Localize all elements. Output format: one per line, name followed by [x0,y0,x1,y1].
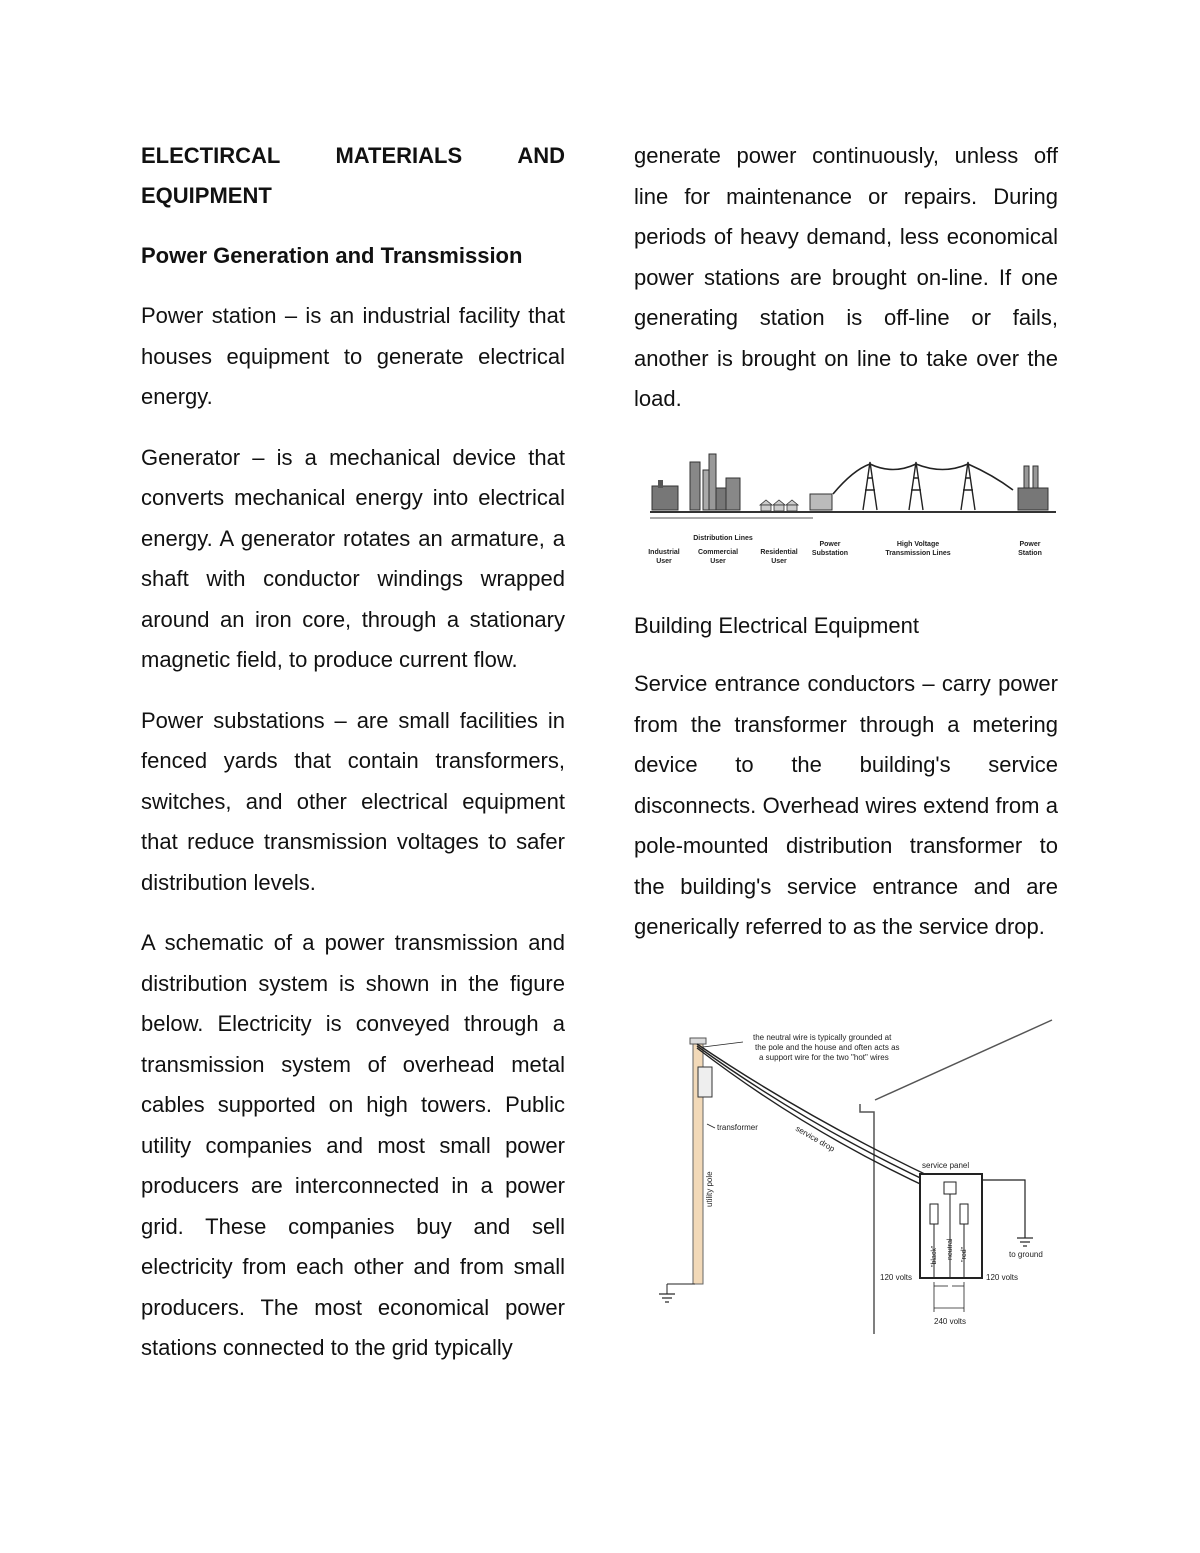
transmission-schematic-figure [648,450,1058,572]
paragraph-power-station: Power station – is an industrial facility that houses equipment to generate electrical energy. [141,303,565,409]
note-line-2: the pole and the house and often acts as [755,1043,900,1052]
label-user: User [771,558,787,565]
title-line-1 [141,136,565,176]
service-drop-figure [655,1012,1060,1340]
label-transmission-lines: Transmission Lines [885,550,951,557]
label-240-volts: 240 volts [934,1317,967,1326]
left-column [141,136,565,1389]
paragraph-schematic: A schematic of a power transmission and distribution system is shown in the figure below. Electricity is conveyed through a transmission system of overhead metal cables supported on high towers. Public utility companies and most small power producers are interconnected in a power grid. These companies buy and sell electricity from each other and from small producers. The most economical power stations connected to the grid typically [141,930,565,1360]
right-column-lower [634,606,1058,968]
label-industrial: Industrial [648,549,680,556]
paragraph-service-entrance: Service entrance conductors – carry power from the transformer through a metering device to the building's service disconnects. Overhead wires extend from a pole-mounted distribution transformer to the building's service entrance and are generically referred to as the service drop. [634,671,1058,939]
label-power: Power [819,541,841,548]
label-user: User [656,558,672,565]
label-residential: Residential [760,549,798,556]
title-word: AND [517,143,565,168]
page-title [141,136,565,216]
label-black: "black" [931,1245,938,1267]
label-transformer: transformer [717,1123,758,1132]
label-distribution-lines: Distribution Lines [693,535,753,542]
note-line-3: a support wire for the two "hot" wires [759,1053,889,1062]
note-line-1: the neutral wire is typically grounded at [753,1033,892,1042]
title-line-2: EQUIPMENT [141,183,272,208]
section-heading-power-generation: Power Generation and Transmission [141,243,523,268]
label-to-ground: to ground [1009,1250,1043,1259]
label-substation: Substation [811,550,849,557]
label-power: Power [1019,541,1041,548]
title-word: MATERIALS [335,143,463,168]
label-utility-pole: utility pole [705,1171,714,1207]
label-user: User [710,558,726,565]
label-service-drop: service drop [794,1123,837,1154]
label-120-volts-right: 120 volts [986,1273,1019,1282]
label-high-voltage: High Voltage [896,541,940,548]
right-column [634,136,1058,440]
title-word: ELECTIRCAL [141,143,281,168]
paragraph-power-substations: Power substations – are small facilities in fenced yards that contain transformers, switches, and other electrical equipment that reduce transmission voltages to safer distribution levels. [141,707,565,895]
paragraph-generator: Generator – is a mechanical device that converts mechanical energy into electrical energy. A generator rotates an armature, a shaft with conductor windings wrapped around an iron core, through a stationary magnetic field, to produce current flow. [141,444,565,672]
paragraph-continued: generate power continuously, unless off line for maintenance or repairs. During periods of heavy demand, less economical power stations are brought on-line. If one generating station is off-line or fails, another is brought on line to take over the load. [634,143,1058,411]
label-120-volts-left: 120 volts [880,1273,913,1282]
label-neutral: neutral [947,1238,954,1260]
label-service-panel: service panel [922,1161,970,1170]
section-heading-building-equipment: Building Electrical Equipment [634,613,919,638]
label-red: "red" [961,1246,968,1262]
label-station: Station [1018,550,1042,557]
label-commercial: Commercial [697,549,739,556]
